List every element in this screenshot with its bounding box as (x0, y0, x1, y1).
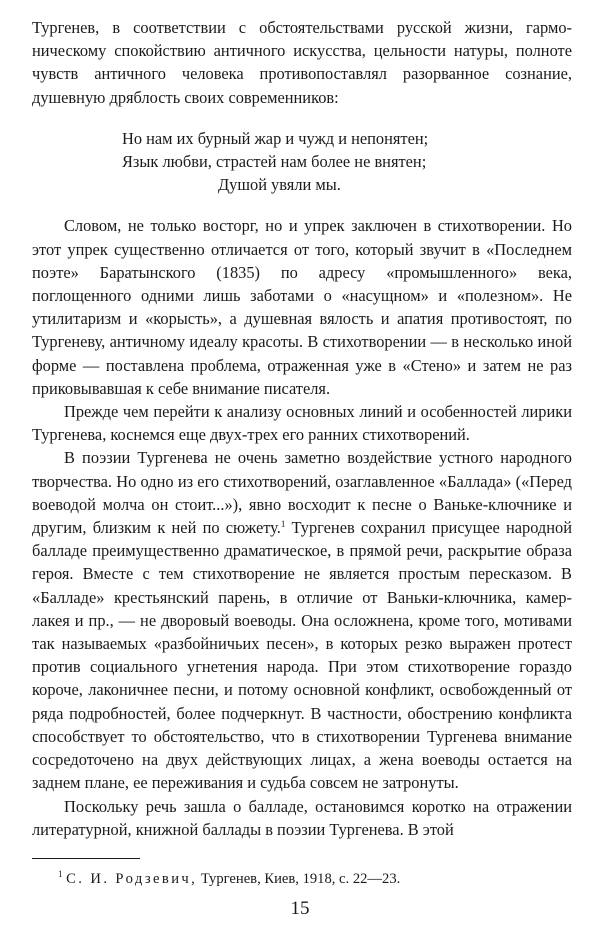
footnote-divider (32, 858, 140, 859)
footnote (58, 870, 400, 888)
paragraph-reproach: Словом, не только восторг, но и упрек заключен в стихотворении. Но этот упрек существенно отличается от того, который звучит в «Последнем поэте» Баратынского (1835) по адресу «промышленного» века, поглощенного одними лишь заботами о «насущном» и «полезном». Не утилитаризм и «корысть», а душевная вялость и апатия противостоят, по Тургеневу, античному идеалу красоты. В стихотворении — в несколько иной форме — поставлена проблема, отраженная уже в «Стено» и затем не раз приковывавшая к себе внимание писателя. (32, 216, 572, 398)
paragraph-transition: Прежде чем перейти к анализу основных линий и особенностей лирики Тургенева, коснемся еще двух-трех его ранних стихотворений. (32, 402, 572, 445)
verse-line: Язык любви, страстей нам более не внятен; (122, 152, 427, 172)
ballad-text-before-note: В поэзии Тургенева не очень заметно воздействие устного народного творчества. Но одно из его стихотворений, озаглавленное «Баллада» («Перед воеводой молча он стоит...»), явно восходит к песне о Ваньке-ключнике и другим, близким к ней по сюжету. (32, 448, 572, 538)
verse-line: Душой увяли мы. (218, 175, 341, 195)
footnote-author: С. И. Родзевич, (66, 871, 198, 887)
page-body (32, 16, 572, 841)
footnote-citation: Тургенев, Киев, 1918, с. 22—23. (197, 871, 401, 887)
verse-line: Но нам их бурный жар и чужд и непонятен; (122, 128, 429, 148)
footnote-reference[interactable]: 1 (280, 519, 286, 530)
page-number: 15 (290, 898, 310, 919)
ballad-text-after-note: Тургенев сохранил присущее народной балладе преимущественно драматическое, в прямой речи, раскрытие образа героя. Вместе с тем стихотворение не является простым пересказом. В «Балладе» крестьянский парень, в отличие от Ваньки-ключника, камер-лакея и пр., — не дворовый воеводы. Она осложнена, кроме того, мотивами так называемых «разбойничьих песен», в которых резко выражен протест против социального угнетения народа. При этом стихотворение гораздо короче, лаконичнее песни, и потому основной конфликт, освобожденный от ряда подробностей, более подчеркнут. В частности, обострению конфликта способствует то обстоятельство, что в стихотворении Тургенева внимание сосредоточено на двух действующих лицах, а жена воеводы остается на заднем плане, ее переживания и судьба совсем не затронуты. (32, 518, 572, 793)
paragraph-intro: Тургенев, в соответствии с обстоятельствами русской жизни, гармоническому спокойствию античного искусства, цельности натуры, полноте чувств античного человека противопоставлял разорванное сознание, душевную дряблость своих современников: (32, 18, 572, 107)
footnote-mark: 1 (58, 869, 63, 879)
paragraph-ballad (32, 446, 572, 794)
verse-quote (122, 127, 522, 197)
paragraph-literary-ballad: Поскольку речь зашла о балладе, остановимся коротко на отражении литературной, книжной баллады в поэзии Тургенева. В этой (32, 796, 572, 839)
